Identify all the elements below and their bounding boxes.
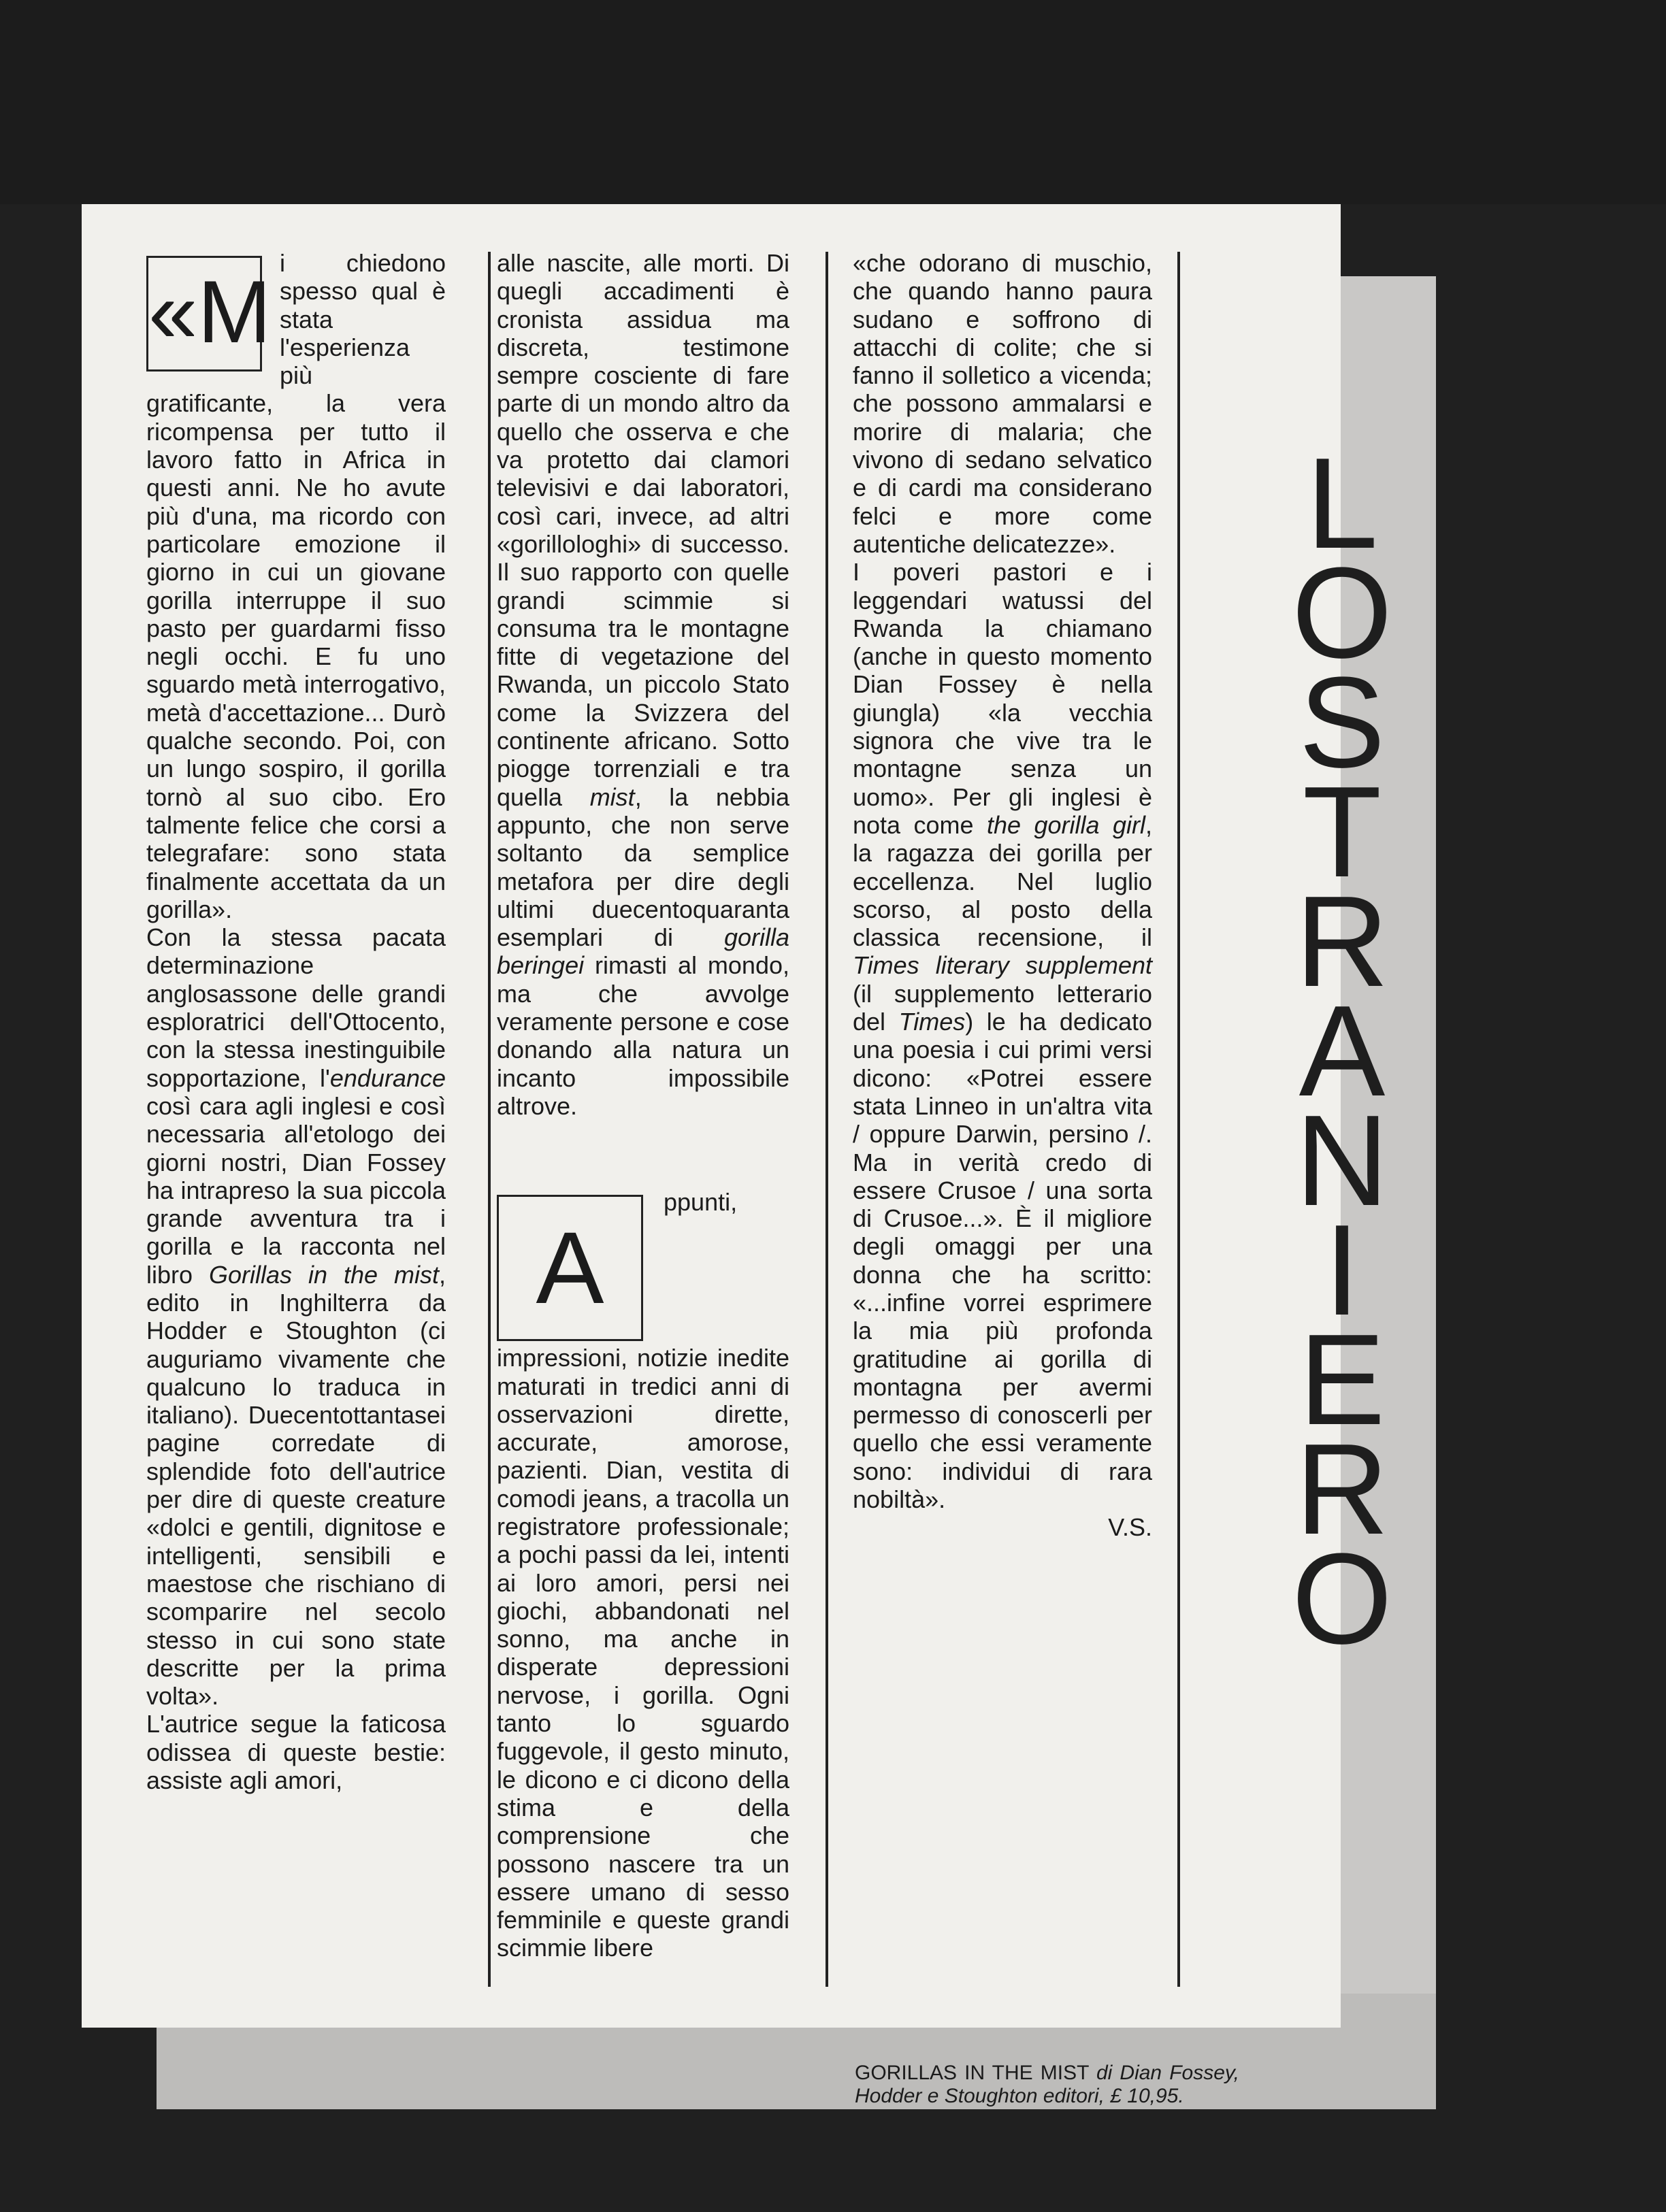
- title-letter: O: [1292, 541, 1392, 685]
- paragraph: A ppunti, impressioni, notizie inedite maturati in tredici anni di osservazioni dirette, accurate, amorose, pazienti. Dian, vestita di comodi jeans, a tracolla un registratore professionale; a pochi passi da lei, intenti ai loro amori, persi nei giochi, abbandonati nel sonno, ma anche in disperate depressioni nervose, i gorilla. Ogni tanto lo sguardo fuggevole, il gesto minuto, le dicono e ci dicono della stima e della comprensione che possono nascere tra un essere umano di sesso femminile e queste grandi scimmie libere: [497, 1188, 789, 1962]
- article-column-1: [146, 249, 446, 1794]
- article-column-2: [497, 249, 789, 1962]
- article-column-3: [853, 249, 1152, 1542]
- drop-cap: A: [497, 1195, 643, 1341]
- title-letter: E: [1298, 1308, 1386, 1452]
- background-top: [0, 0, 1666, 204]
- article-page: [82, 204, 1392, 2107]
- signature: V.S.: [1108, 1513, 1152, 1542]
- paragraph: L'autrice segue la faticosa odissea di queste bestie: assiste agli amori,: [146, 1710, 446, 1795]
- paragraph: alle nascite, alle morti. Di quegli accadimenti è cronista assidua ma discreta, testimone sempre cosciente di fare parte di un mondo altro da quello che osserva e che va protetto dai clamori televisivi e dai laboratori, così cari, invece, ad altri «gorillologhi» di successo. Il suo rapporto con quelle grandi scimmie si consuma tra le montagne fitte di vegetazione del Rwanda, un piccolo Stato come la Svizzera del continente africano. Sotto piogge torrenziali e tra quella mist, la nebbia appunto, che non serve soltanto da semplice metafora per dire degli ultimi duecentoquaranta esemplari di gorilla beringei rimasti al mondo, ma che avvolge veramente persone e cose donando alla natura un incanto impossibile altrove.: [497, 249, 789, 1120]
- title-letter: N: [1295, 1089, 1389, 1233]
- title-letter: S: [1298, 650, 1386, 795]
- column-rule: [826, 252, 828, 1987]
- title-letter: O: [1292, 1527, 1392, 1671]
- section-title: [1274, 431, 1410, 1671]
- paragraph: I poveri pastori e i leggendari watussi del Rwanda la chiamano (anche in questo momento Dian Fossey è nella giungla) «la vecchia signora che vive tra le montagne senza un uomo». Per gli inglesi è nota come the gorilla girl, la ragazza dei gorilla per eccellenza. Nel luglio scorso, al posto della classica recensione, il Times literary supplement (il supplemento letterario del Times) le ha dedicato una poesia i cui primi versi dicono: «Potrei essere stata Linneo in un'altra vita / oppure Darwin, persino /. Ma in verità credo di essere Crusoe / una sorta di Crusoe...». È il migliore degli omaggi per una donna che ha scritto: «...infine vorrei esprimere la mia più profonda gratitudine ai gorilla di montagna per avermi permesso di conoscerli per quello che essi veramente sono: individui di rara nobiltà».: [853, 558, 1152, 1514]
- column-rule: [1177, 252, 1180, 1987]
- spacer: [497, 1120, 789, 1188]
- paragraph: Con la stessa pacata determinazione anglosassone delle grandi esploratrici dell'Ottocento, con la stessa inestinguibile sopportazione, l'endurance così cara agli inglesi e così necessaria all'etologo dei giorni nostri, Dian Fossey ha intrapreso la sua piccola grande avventura tra i gorilla e la racconta nel libro Gorillas in the mist, edito in Inghilterra da Hodder e Stoughton (ci auguriamo vivamente che qualcuno lo traduca in italiano). Duecentottantasei pagine corredate di splendide foto dell'autrice per dire di queste creature «dolci e gentili, dignitose e intelligenti, sensibili e maestose che rischiano di scomparire nel secolo stesso in cui sono state descritte per la prima volta».: [146, 923, 446, 1711]
- title-letter: L: [1306, 431, 1378, 576]
- title-letter: A: [1298, 979, 1386, 1123]
- paragraph: «che odorano di muschio, che quando hanno paura sudano e soffrono di attacchi di colite; che si fanno il solletico a vicenda; che possono ammalarsi e morire di malaria; che vivono di sedano selvatico e di cardi ma considerano felci e more come autentiche delicatezze».: [853, 249, 1152, 558]
- paragraph: «M i chiedono spesso qual è stata l'esperienza più gratificante, la vera ricompensa per tutto il lavoro fatto in Africa in questi anni. Ne ho avute più d'una, ma ricordo con particolare emozione il giorno in cui un giovane gorilla interruppe il suo pasto per guardarmi fisso negli occhi. E fu uno sguardo metà interrogativo, metà d'accettazione... Durò qualche secondo. Poi, con un lungo sospiro, il gorilla tornò al suo cibo. Ero talmente felice che corsi a telegrafare: sono stata finalmente accettata da un gorilla».: [146, 249, 446, 923]
- title-letter: T: [1302, 760, 1382, 904]
- title-letter: R: [1295, 870, 1389, 1014]
- title-letter: I: [1324, 1198, 1360, 1342]
- drop-cap: «M: [146, 256, 262, 372]
- title-letter: R: [1295, 1417, 1389, 1562]
- column-rule: [488, 252, 491, 1987]
- book-reference: GORILLAS IN THE MIST di Dian Fossey, Hodder e Stoughton editori, £ 10,95.: [855, 2062, 1240, 2107]
